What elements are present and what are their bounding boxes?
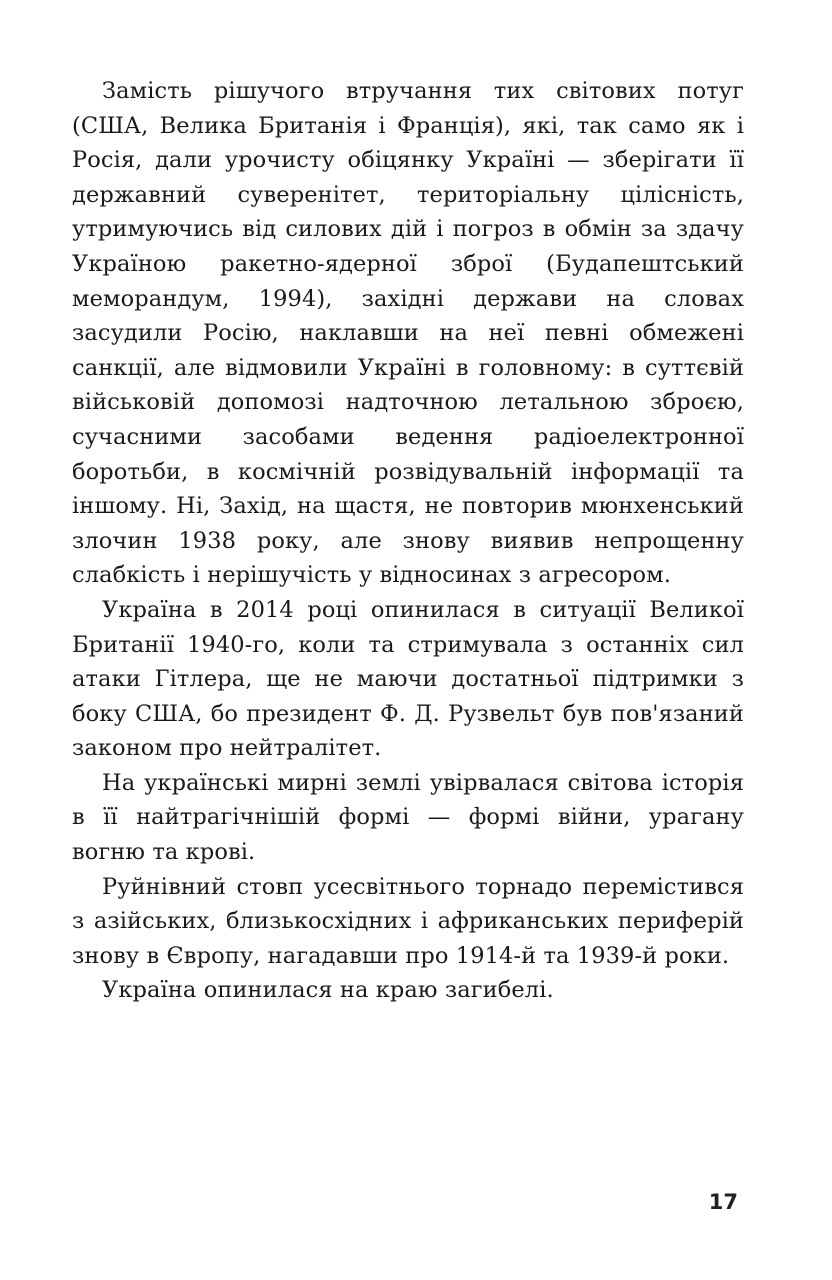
paragraph: Україна опинилася на краю загибелі. <box>102 977 554 1004</box>
page-number: 17 <box>708 1190 738 1214</box>
paragraph: На українські мирні землі увірвалася світова історія в її найтрагічнішій формі — формі війни, урагану вогню та крові. <box>72 769 744 866</box>
paragraph: Україна в 2014 році опинилася в ситуації Великої Британії 1940-го, коли та стримувала з останніх сил атаки Гітлера, ще не маючи достатньої підтримки з боку США, бо президент Ф. Д. Рузвельт був пов'язаний законом про нейтралітет. <box>72 596 744 762</box>
paragraph: Руйнівний стовп усесвітнього торнадо перемістився з азійських, близькосхідних і африканських периферій знову в Європу, нагадавши про 1914-й та 1939-й роки. <box>72 873 744 969</box>
page-body <box>72 74 744 1008</box>
paragraph: Замість рішучого втручання тих світових потуг (США, Велика Британія і Франція), які, так само як і Росія, дали урочисту обіцянку Україні — зберігати її державний суверенітет, територіальну цілісність, утримуючись від силових дій і погроз в обмін за здачу Україною ракетно-ядерної зброї (Будапештський меморандум, 1994), західні держави на словах засудили Росію, наклавши на неї певні обмежені санкції, але відмовили Україні в головному: в суттєвій військовій допомозі надточною летальною зброєю, сучасними засобами ведення радіоелектронної боротьби, в космічній розвідувальній інформації та іншому. Ні, Захід, на щастя, не повторив мюнхенський злочин 1938 року, але знову виявив непрощенну слабкість і нерішучість у відносинах з агресором. <box>72 78 744 589</box>
